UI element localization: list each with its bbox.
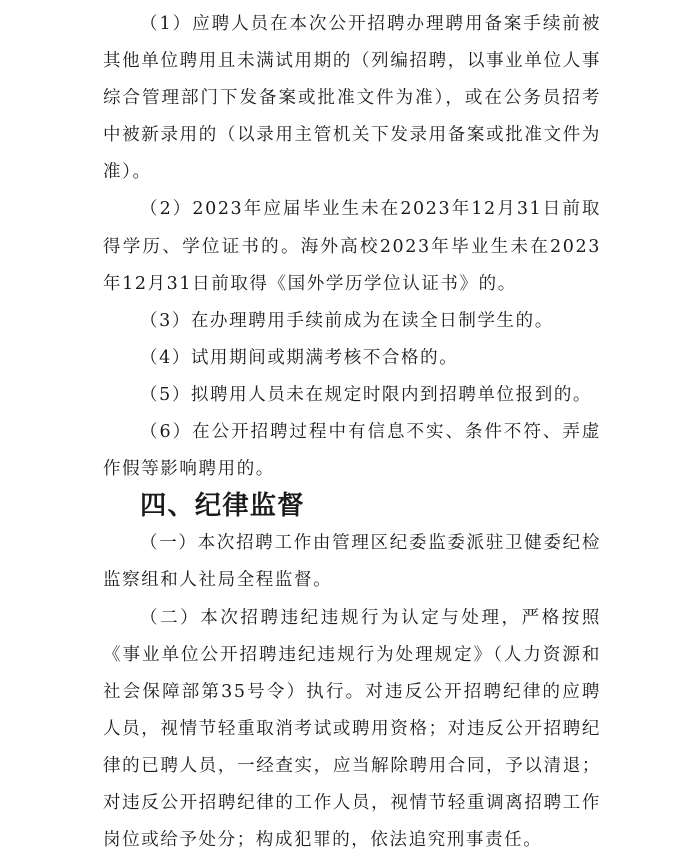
paragraph-item-5: （5）拟聘用人员未在规定时限内到招聘单位报到的。 [103, 377, 601, 414]
paragraph-item-1: （1）应聘人员在本次公开招聘办理聘用备案手续前被其他单位聘用且未满试用期的（列编招聘，以事业单位人事综合管理部门下发备案或批准文件为准），或在公务员招考中被新录用的（以录用主管机关下发录用备案或批准文件为准）。 [103, 6, 601, 191]
paragraph-item-6: （6）在公开招聘过程中有信息不实、条件不符、弄虚作假等影响聘用的。 [103, 414, 601, 488]
discipline-paragraph-1: （一）本次招聘工作由管理区纪委监委派驻卫健委纪检监察组和人社局全程监督。 [103, 525, 601, 599]
paragraph-item-2: （2）2023年应届毕业生未在2023年12月31日前取得学历、学位证书的。海外高校2023年毕业生未在2023年12月31日前取得《国外学历学位认证书》的。 [103, 191, 601, 302]
paragraph-item-4: （4）试用期间或期满考核不合格的。 [103, 340, 601, 377]
document-page [103, 6, 601, 859]
discipline-paragraph-2: （二）本次招聘违纪违规行为认定与处理，严格按照《事业单位公开招聘违纪违规行为处理规定》（人力资源和社会保障部第35号令）执行。对违反公开招聘纪律的应聘人员，视情节轻重取消考试或聘用资格；对违反公开招聘纪律的已聘人员，一经查实，应当解除聘用合同，予以清退；对违反公开招聘纪律的工作人员，视情节轻重调离招聘工作岗位或给予处分；构成犯罪的，依法追究刑事责任。 [103, 600, 601, 859]
section-heading: 四、纪律监督 [103, 488, 601, 525]
paragraph-item-3: （3）在办理聘用手续前成为在读全日制学生的。 [103, 303, 601, 340]
